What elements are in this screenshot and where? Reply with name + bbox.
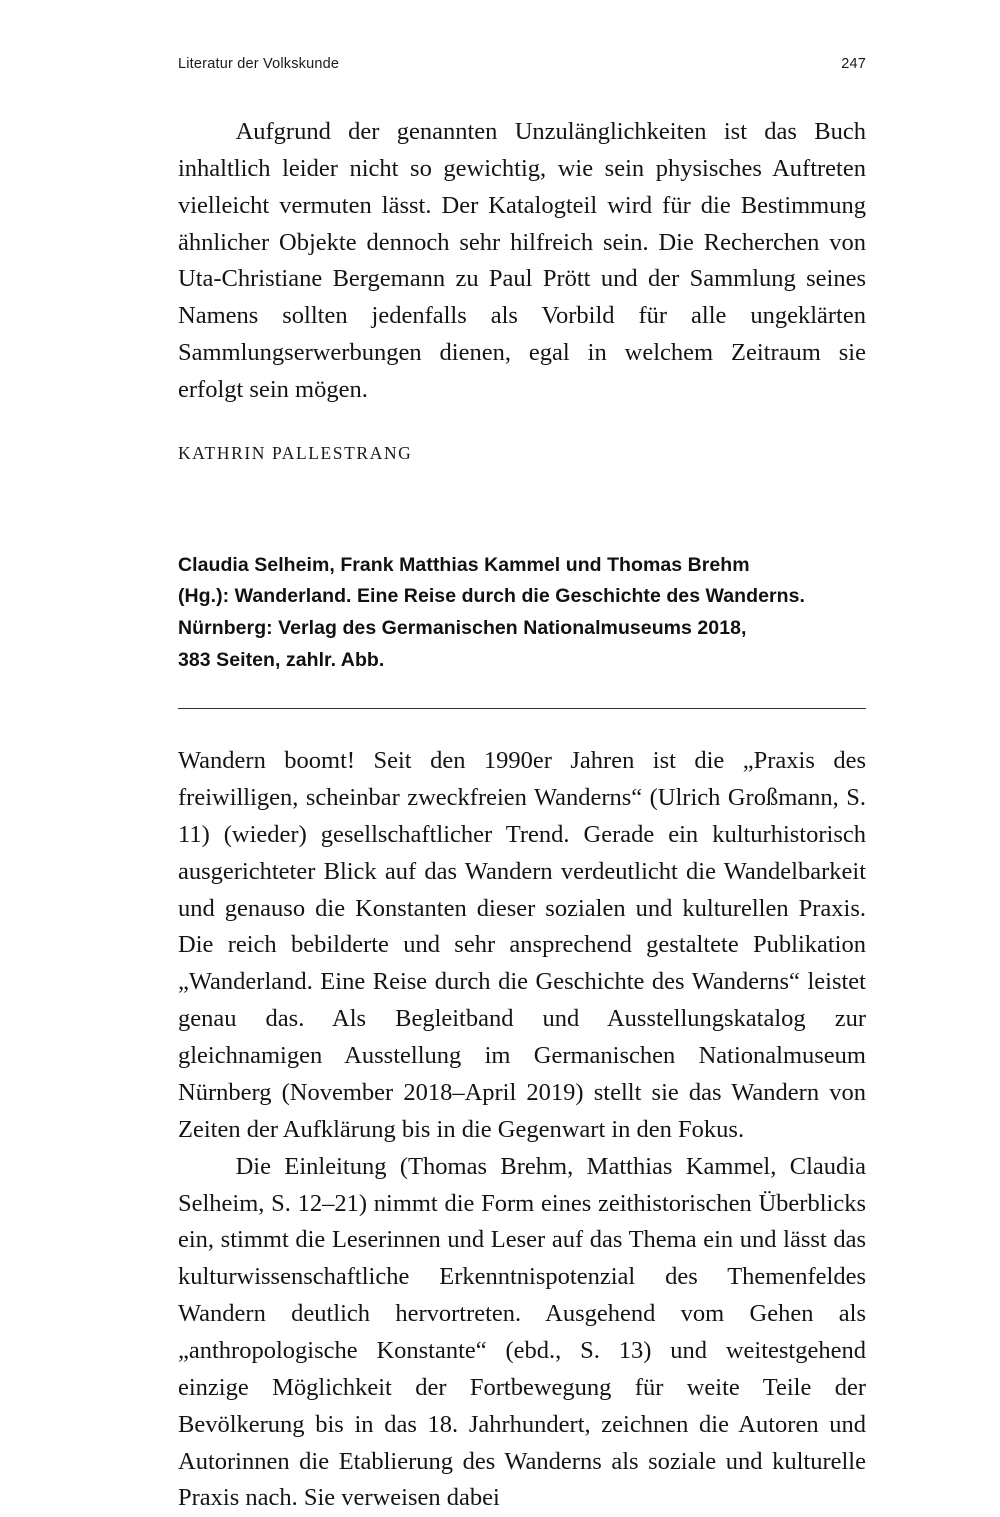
review-paragraph-1: Wandern boomt! Seit den 1990er Jahren ist die „Praxis des freiwilligen, scheinbar zweckfreien Wanderns“ (Ulrich Großmann, S. 11) (wieder) gesellschaftlicher Trend. Gerade ein kulturhistorisch ausgerichteter Blick auf das Wandern verdeutlicht die Wandelbarkeit und genauso die Konstanten dieser sozialen und kulturellen Praxis. Die reich bebilderte und sehr ansprechend gestaltete Publikation „Wanderland. Eine Reise durch die Geschichte des Wanderns“ leistet genau das. Als Begleitband und Ausstellungskatalog zur gleichnamigen Ausstellung im Germanischen Nationalmuseum Nürnberg (November 2018–April 2019) stellt sie das Wandern von Zeiten der Aufklärung bis in die Gegenwart in den Fokus. (178, 747, 866, 1143)
section-divider (178, 708, 866, 709)
review-paragraph-2: Die Einleitung (Thomas Brehm, Matthias Kammel, Claudia Selheim, S. 12–21) nimmt die Form eines zeithistorischen Überblicks ein, stimmt die Leserinnen und Leser auf das Thema ein und lässt das kulturwissenschaftliche Erkenntnispotenzial des Themenfeldes Wandern deutlich hervortreten. Ausgehend vom Gehen als „anthropologische Konstante“ (ebd., S. 13) und weitestgehend einzige Möglichkeit der Fortbewegung für weite Teile der Bevölkerung bis in das 18. Jahrhundert, zeichnen die Autoren und Autorinnen die Etablierung des Wanderns als soziale und kulturelle Praxis nach. Sie verweisen dabei (178, 1152, 866, 1512)
running-head-title: Literatur der Volkskunde (178, 56, 340, 72)
reviewer-signature: KATHRIN PALLESTRANG (178, 442, 413, 463)
page-content (178, 56, 866, 1517)
book-reference-heading (178, 550, 866, 676)
previous-review-paragraph: Aufgrund der genannten Unzulänglichkeiten ist das Buch inhaltlich leider nicht so gewichtig, wie sein physisches Auftreten vielleicht vermuten lässt. Der Katalogteil wird für die Bestimmung ähnlicher Objekte dennoch sehr hilfreich sein. Die Recherchen von Uta-Christiane Bergemann zu Paul Prött und der Sammlung seines Namens sollten jedenfalls als Vorbild für alle ungeklärten Sammlungserwerbungen dienen, egal in welchem Zeitraum sie erfolgt sein mögen. (178, 118, 866, 404)
previous-review-section (178, 114, 866, 409)
book-reference-line-2: (Hg.): Wanderland. Eine Reise durch die Geschichte des Wanderns. (178, 585, 805, 608)
book-reference-line-3: Nürnberg: Verlag des Germanischen Nationalmuseums 2018, (178, 617, 747, 640)
book-reference-line-4: 383 Seiten, zahlr. Abb. (178, 648, 385, 671)
running-head (178, 56, 866, 72)
book-reference-line-1: Claudia Selheim, Frank Matthias Kammel und Thomas Brehm (178, 553, 750, 576)
page-number: 247 (841, 56, 866, 72)
review-body (178, 743, 866, 1517)
